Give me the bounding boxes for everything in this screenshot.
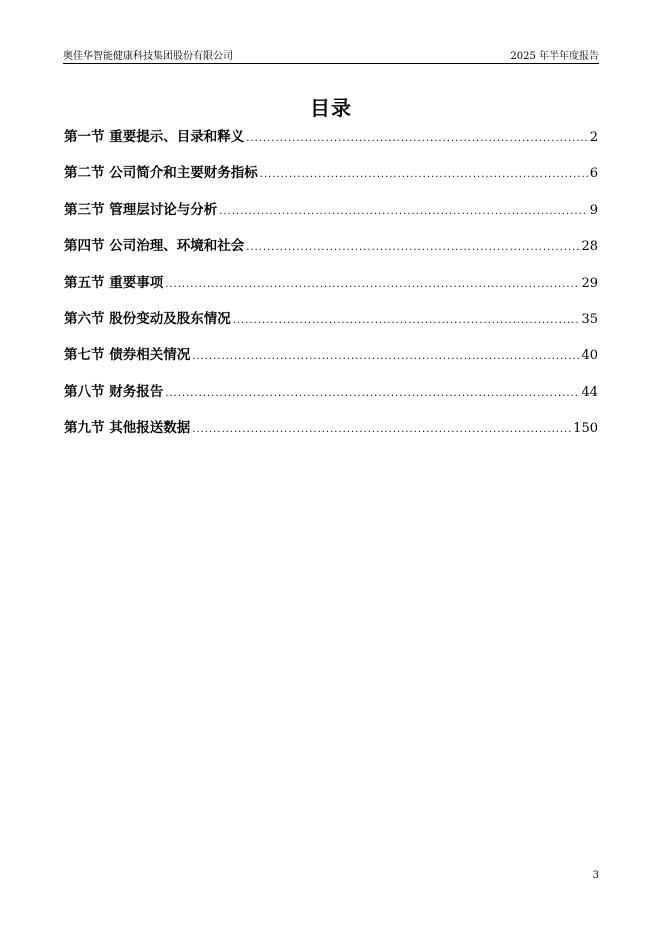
toc-title: 目录 [310, 96, 352, 120]
toc-entry-label: 第七节 债券相关情况 [64, 347, 191, 364]
toc-entry-label: 第六节 股份变动及股东情况 [64, 310, 231, 327]
header-company-name: 奥佳华智能健康科技集团股份有限公司 [63, 51, 233, 62]
toc-entry-label: 第二节 公司简介和主要财务指标 [64, 165, 258, 182]
toc-leader-dots [260, 166, 588, 184]
toc-entry-label: 第四节 公司治理、环境和社会 [64, 238, 245, 255]
toc-entry-label: 第一节 重要提示、目录和释义 [64, 129, 245, 145]
toc-entry-page: 35 [581, 311, 598, 327]
toc-entry[interactable] [64, 419, 598, 437]
toc-entry-page: 150 [573, 421, 598, 437]
toc-entry-label: 第八节 财务报告 [64, 383, 164, 400]
toc-entry-page: 29 [581, 275, 598, 291]
toc-leader-dots [246, 130, 588, 148]
toc-entry[interactable] [64, 237, 598, 255]
toc-entry-page: 28 [581, 239, 598, 255]
page-header [63, 44, 599, 64]
toc-entry-page: 9 [589, 202, 598, 218]
toc-leader-dots [233, 312, 580, 330]
toc-leader-dots [165, 385, 579, 403]
page-number: 3 [592, 870, 599, 881]
toc-entry-page: 40 [581, 348, 598, 364]
toc-entry[interactable] [64, 128, 598, 146]
toc-entry-label: 第五节 重要事项 [64, 274, 164, 291]
toc-entry[interactable] [64, 346, 598, 364]
toc-entry[interactable] [64, 383, 598, 401]
toc-entry-page: 44 [581, 384, 598, 400]
toc-entry-page: 6 [589, 166, 598, 182]
toc-leader-dots [219, 203, 588, 221]
toc-entry[interactable] [64, 274, 598, 292]
toc-leader-dots [165, 276, 579, 294]
toc-entry-label: 第九节 其他报送数据 [64, 420, 191, 437]
header-report-title: 2025 年半年度报告 [510, 51, 599, 62]
toc-leader-dots [192, 348, 579, 366]
toc-entry[interactable] [64, 164, 598, 182]
toc-entry-page: 2 [589, 130, 598, 145]
toc-entry-label: 第三节 管理层讨论与分析 [64, 201, 218, 218]
table-of-contents [64, 128, 598, 456]
toc-leader-dots [246, 239, 579, 257]
toc-leader-dots [192, 421, 571, 439]
toc-entry[interactable] [64, 310, 598, 328]
toc-entry[interactable] [64, 201, 598, 219]
